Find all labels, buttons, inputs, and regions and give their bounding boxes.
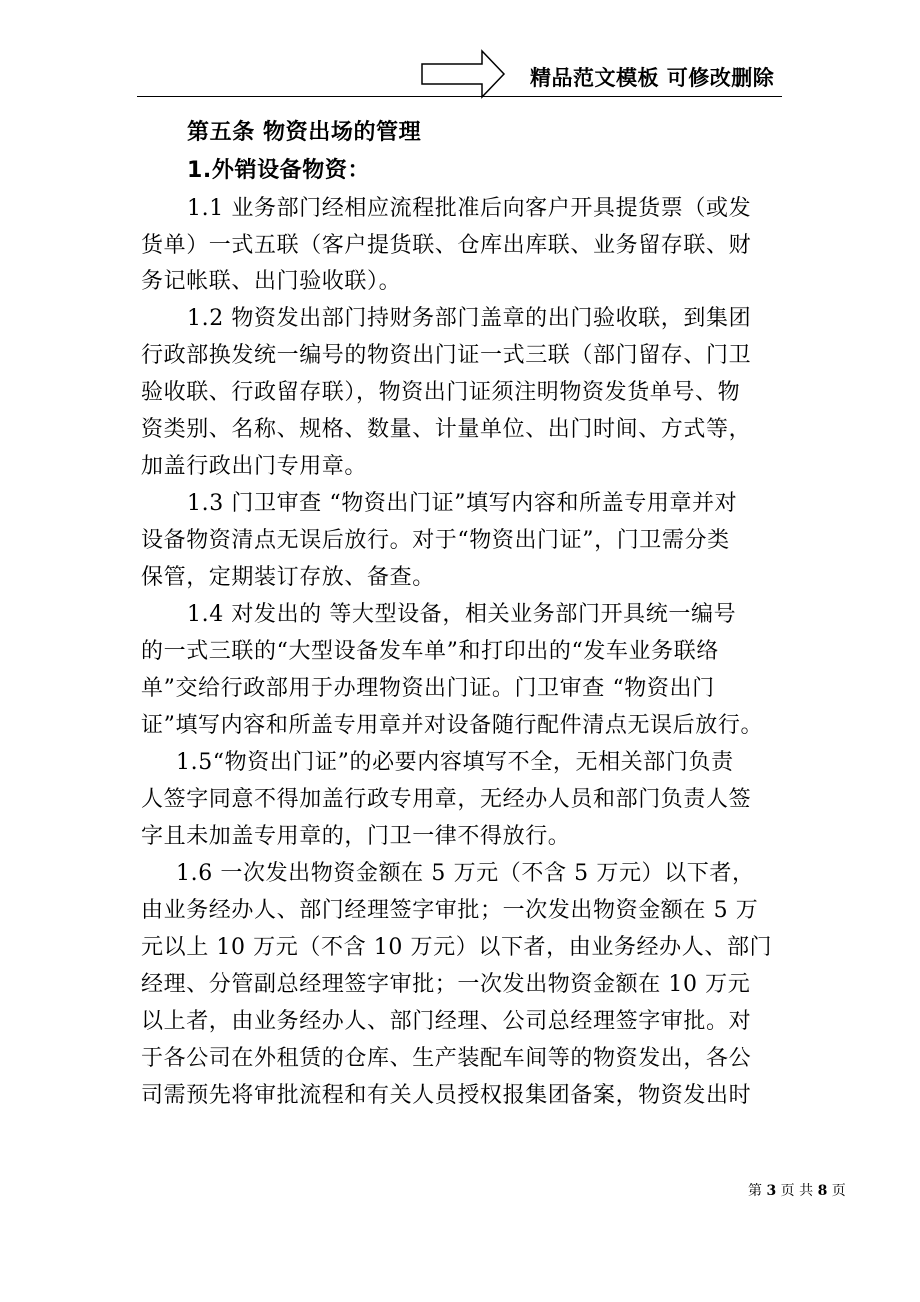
paragraph-line: 务记帐联、出门验收联）。 <box>141 269 402 294</box>
paragraph-line: 验收联、行政留存联），物资出门证须注明物资发货单号、物 <box>141 380 741 405</box>
header-title: 精品范文模板 可修改删除 <box>530 66 775 90</box>
paragraph-line: 1.3 门卫审查 “物资出门证”填写内容和所盖专用章并对 <box>187 491 738 516</box>
paragraph-line: 单”交给行政部用于办理物资出门证。门卫审查 “物资出门 <box>141 676 715 701</box>
paragraph-line: 1.4 对发出的 等大型设备，相关业务部门开具统一编号 <box>187 602 737 627</box>
arrow-right-icon <box>420 48 506 100</box>
paragraph-line: 元以上 10 万元（不含 10 万元）以下者，由业务经办人、部门 <box>141 935 773 960</box>
paragraph-line: 的一式三联的“大型设备发车单”和打印出的“发车业务联络 <box>141 639 719 664</box>
page-number-prefix: 第 <box>748 1183 762 1199</box>
paragraph-line: 1.6 一次发出物资金额在 5 万元（不含 5 万元）以下者， <box>176 861 755 886</box>
paragraph-line: 证”填写内容和所盖专用章并对设备随行配件清点无误后放行。 <box>141 713 764 738</box>
paragraph-line: 资类别、名称、规格、数量、计量单位、出门时间、方式等， <box>141 417 752 442</box>
paragraph-line: 经理、分管副总经理签字审批；一次发出物资金额在 10 万元 <box>141 972 751 997</box>
section-heading: 1.外销设备物资： <box>187 158 371 183</box>
page-number <box>748 1180 846 1200</box>
header-divider <box>137 96 782 97</box>
paragraph-line: 设备物资清点无误后放行。对于“物资出门证”，门卫需分类 <box>141 528 730 553</box>
page-number-suffix: 页 <box>831 1183 846 1199</box>
paragraph-line: 由业务经办人、部门经理签字审批；一次发出物资金额在 5 万 <box>141 898 759 923</box>
paragraph-line: 人签字同意不得加盖行政专用章，无经办人员和部门负责人签 <box>141 787 752 812</box>
paragraph-line: 以上者，由业务经办人、部门经理、公司总经理签字审批。对 <box>141 1009 752 1034</box>
paragraph-line: 加盖行政出门专用章。 <box>141 454 368 479</box>
current-page: 3 <box>766 1183 777 1199</box>
paragraph-line: 于各公司在外租赁的仓库、生产装配车间等的物资发出，各公 <box>141 1046 752 1071</box>
paragraph-line: 1.2 物资发出部门持财务部门盖章的出门验收联，到集团 <box>187 306 752 331</box>
article-heading: 第五条 物资出场的管理 <box>187 120 422 145</box>
paragraph-line: 保管，定期装订存放、备查。 <box>141 565 435 590</box>
total-pages: 8 <box>817 1183 828 1199</box>
paragraph-line: 司需预先将审批流程和有关人员授权报集团备案，物资发出时 <box>141 1083 752 1108</box>
paragraph-line: 行政部换发统一编号的物资出门证一式三联（部门留存、门卫 <box>141 343 752 368</box>
paragraph-line: 字且未加盖专用章的，门卫一律不得放行。 <box>141 824 571 849</box>
paragraph-line: 1.1 业务部门经相应流程批准后向客户开具提货票（或发 <box>187 196 752 221</box>
paragraph-line: 货单）一式五联（客户提货联、仓库出库联、业务留存联、财 <box>141 233 752 258</box>
paragraph-line: 1.5“物资出门证”的必要内容填写不全，无相关部门负责 <box>176 750 734 775</box>
page-number-middle: 页 共 <box>780 1183 814 1199</box>
